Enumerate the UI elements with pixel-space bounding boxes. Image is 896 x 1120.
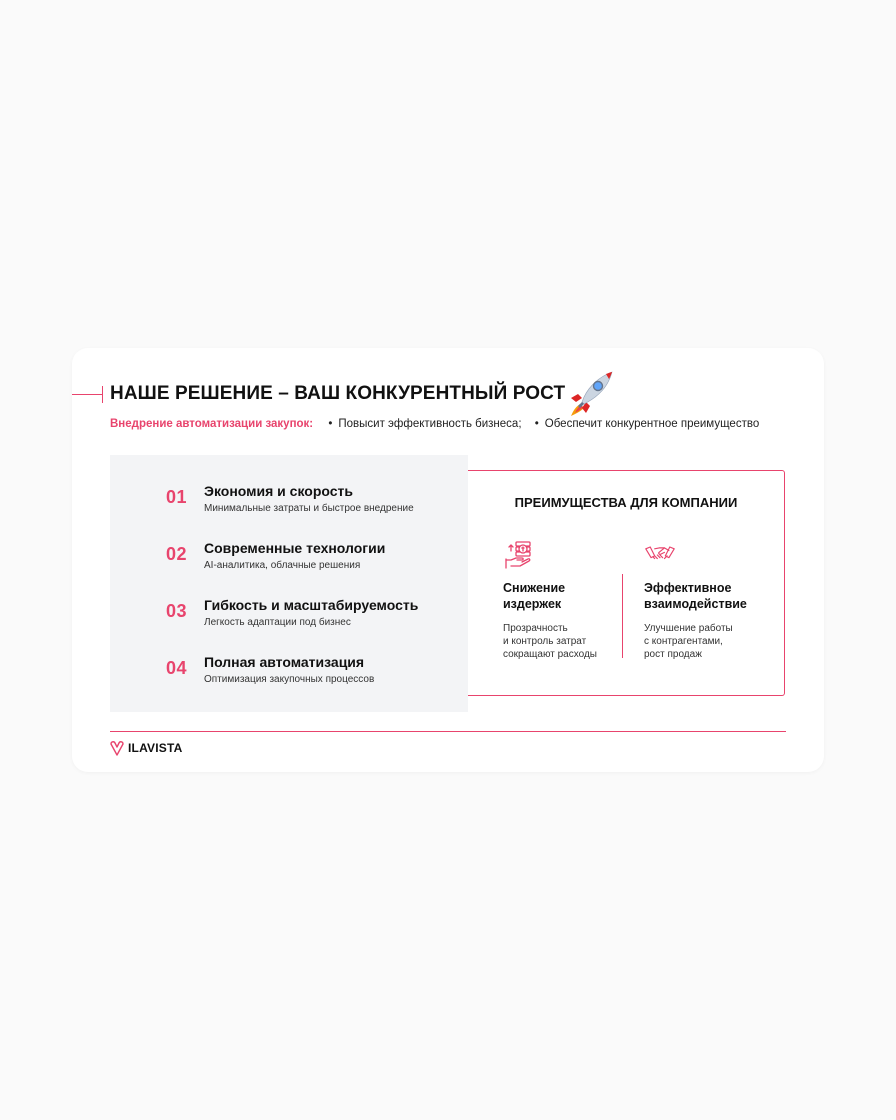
subtitle-lead: Внедрение автоматизации закупок: [110,418,314,430]
step-description: AI-аналитика, облачные решения [204,560,361,571]
step-number: 01 [166,487,188,507]
title-accent-line [72,394,102,395]
step-description: Оптимизация закупочных процессов [204,674,375,685]
logo-text: ILAVISTA [128,741,183,755]
benefit-title: Снижение издержек [503,581,566,611]
footer-line [110,731,786,732]
subtitle-point: • Обеспечит конкурентное преимущество [535,418,759,430]
subtitle [110,418,769,430]
benefit-description: Улучшение работы с контрагентами, рост продаж [644,623,733,660]
title-accent-tick [102,386,103,403]
benefit-item [503,539,623,661]
money-hand-icon [503,539,535,571]
steps-panel [110,455,468,712]
step-title: Гибкость и масштабируемость [204,597,419,613]
step-description: Минимальные затраты и быстрое внедрение [204,503,414,514]
benefit-divider [622,574,623,658]
step-description: Легкость адаптации под бизнес [204,617,351,628]
subtitle-point: • Повысит эффективность бизнеса; [328,418,521,430]
step-number: 04 [166,658,188,678]
step-number: 03 [166,601,188,621]
step-title: Современные технологии [204,540,386,556]
handshake-icon [644,539,676,571]
step-title: Экономия и скорость [204,483,354,499]
slide-title: НАШЕ РЕШЕНИЕ – ВАШ КОНКУРЕНТНЫЙ РОСТ [110,383,566,404]
step-number: 02 [166,544,188,564]
benefit-description: Прозрачность и контроль затрат сокращают расходы [503,623,597,660]
benefit-item [644,539,764,661]
company-logo [110,740,183,756]
slide-card [72,348,824,772]
benefit-title: Эффективное взаимодействие [644,581,747,611]
rocket-icon [566,368,616,418]
step-title: Полная автоматизация [204,654,365,670]
advantages-title: ПРЕИМУЩЕСТВА ДЛЯ КОМПАНИИ [514,495,738,510]
logo-mark-icon [110,740,124,756]
advantages-panel [468,470,785,696]
